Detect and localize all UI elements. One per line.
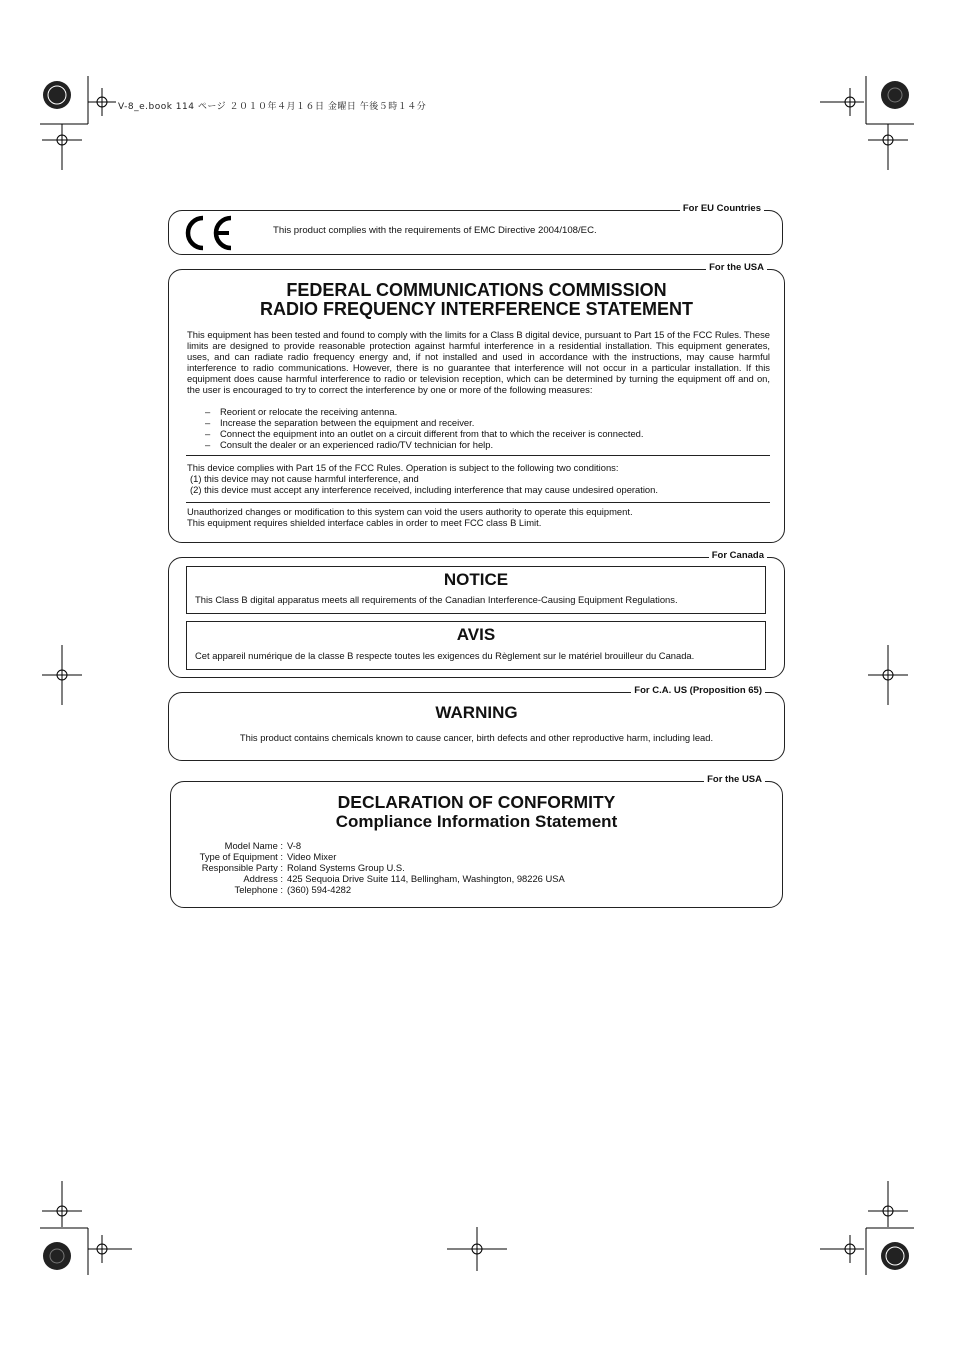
warning-text: This product contains chemicals known to cause cancer, birth defects and other reproductive harm, including lead. (239, 732, 714, 743)
declaration-subtitle: Compliance Information Statement (335, 812, 618, 831)
declaration-title-line: DECLARATION OF CONFORMITY (337, 792, 616, 812)
fcc-unauthorized-block (187, 506, 770, 528)
divider (186, 502, 770, 503)
detail-row-model: Model Name : V-8 (224, 840, 302, 851)
notice-box (186, 566, 766, 614)
detail-row-address: Address : 425 Sequoia Drive Suite 114, Bellingham, Washington, 98226 USA (243, 873, 565, 884)
notice-title: NOTICE (443, 570, 509, 589)
fcc-part15-intro: This device complies with Part 15 of the FCC Rules. Operation is subject to the following two conditions: (187, 462, 619, 473)
ce-logo (183, 214, 237, 252)
list-item: – Connect the equipment into an outlet on a circuit different from that to which the receiver is connected. (205, 428, 644, 440)
eu-compliance-text: This product complies with the requirements of EMC Directive 2004/108/EC. (273, 225, 597, 236)
fcc-condition-2: (2) this device must accept any interference received, including interference that may cause undesired operation. (190, 484, 658, 496)
notice-text: This Class B digital apparatus meets all requirements of the Canadian Interference-Causing Equipment Regulations. (195, 594, 678, 605)
fcc-measures-list (187, 406, 770, 450)
fcc-part15-block (187, 462, 770, 495)
eu-region-tag: For EU Countries (680, 203, 764, 215)
list-item: – Increase the separation between the equipment and receiver. (205, 417, 475, 429)
fcc-title-line2: RADIO FREQUENCY INTERFERENCE STATEMENT (259, 299, 694, 319)
list-item: – Consult the dealer or an experienced radio/TV technician for help. (205, 439, 494, 451)
fcc-condition-1: (1) this device may not cause harmful interference, and (190, 473, 419, 485)
avis-title: AVIS (456, 625, 496, 644)
fcc-title-line1: FEDERAL COMMUNICATIONS COMMISSION (286, 280, 667, 300)
canada-region-tag: For Canada (709, 550, 767, 562)
list-item: – Reorient or relocate the receiving antenna. (205, 406, 398, 417)
divider (186, 455, 770, 456)
fcc-shielded-text: This equipment requires shielded interface cables in order to meet FCC class B Limit. (187, 517, 542, 529)
avis-text: Cet appareil numérique de la classe B respecte toutes les exigences du Règlement sur le matériel brouilleur du Canada. (195, 650, 695, 661)
detail-row-telephone: Telephone : (360) 594-4282 (234, 884, 352, 895)
declaration-region-tag: For the USA (704, 774, 765, 786)
fcc-region-tag: For the USA (706, 262, 767, 274)
warning-title: WARNING (435, 703, 518, 722)
prop65-region-tag: For C.A. US (Proposition 65) (631, 685, 765, 697)
file-info-header: V-8_e.book 114 ページ ２０１０年４月１６日 金曜日 午後５時１４分 (118, 102, 427, 112)
detail-row-type: Type of Equipment : Video Mixer (199, 851, 337, 862)
fcc-title (168, 281, 785, 319)
avis-box (186, 621, 766, 670)
fcc-paragraph: This equipment has been tested and found to comply with the limits for a Class B digital device, pursuant to Part 15 of the FCC Rules. These limits are designed to provide reasonable protection against harmful interference in a residential installation. This equipment generates, uses, and can radiate radio frequency energy and, if not installed and used in accordance with the instructions, may cause harmful interference to radio communications. However, there is no guarantee that interference will not occur in a particular installation. If this equipment does cause harmful interference to radio or television reception, which can be determined by turning the equipment off and on, the user is encouraged to try to correct the interference by one or more of the following measures: (187, 329, 770, 396)
declaration-title (170, 793, 783, 831)
declaration-details (187, 840, 747, 895)
fcc-unauthorized-text: Unauthorized changes or modification to this system can void the users authority to operate this equipment. (187, 506, 633, 517)
detail-row-party: Responsible Party : Roland Systems Group U.S. (201, 862, 405, 873)
